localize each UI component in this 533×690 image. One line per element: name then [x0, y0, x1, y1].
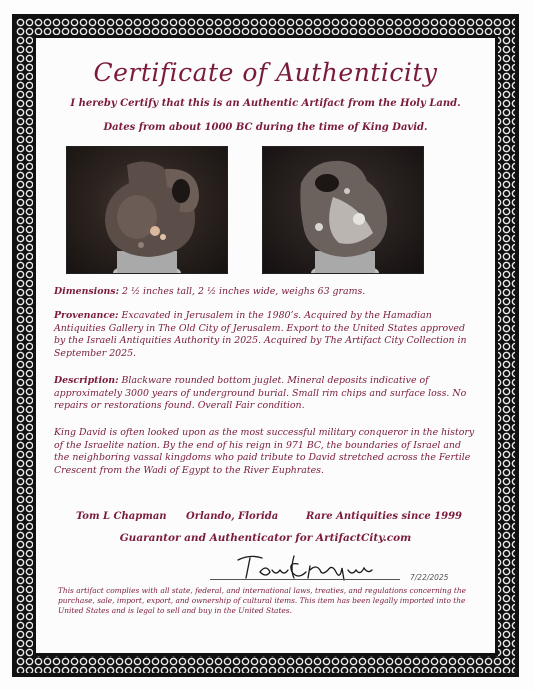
description-section: [54, 375, 478, 413]
history-section: [54, 427, 478, 477]
juglet-front-image: [67, 147, 227, 273]
certificate-title: Certificate of Authenticity: [93, 58, 438, 87]
history-text: King David is often looked upon as the most successful military conqueror in the history of the Israelite nation. By the end of his reign in 971 BC, the boundaries of Israel and the neighboring vassal kingdoms who paid tribute to David stretched across the Fertile Crescent from the Wadi of Egypt to the River Euphrates.: [54, 427, 475, 476]
provenance-section: [54, 310, 478, 360]
signature-date: 7/22/2025: [410, 573, 449, 582]
provenance-text: Excavated in Jerusalem in the 1980’s. Acquired by the Hamadian Antiquities Gallery in The Old City of Jerusalem. Export to the United States approved by the Israeli Antiquities Authority in 2025. Acquired by The Artifact City Collection in September 2025.: [54, 310, 467, 359]
signature-line: [210, 579, 400, 580]
juglet-photo-side: [262, 146, 424, 274]
certificate-content: [36, 38, 495, 653]
authenticator-location: Orlando, Florida: [186, 511, 279, 522]
dimensions-text: 2 ½ inches tall, 2 ½ inches wide, weighs 63 grams.: [122, 286, 366, 297]
dimensions-label: Dimensions:: [54, 286, 120, 297]
business-tagline: Rare Antiquities since 1999: [306, 511, 462, 522]
compliance-statement: This artifact complies with all state, federal, and international laws, treaties, and regulations concerning the purchase, sale, import, export, and ownership of cultural items. This item has been legally imported into the United States and is legal to sell and buy in the United States.: [58, 586, 467, 615]
dimensions-section: [54, 286, 478, 299]
certification-statement: I hereby Certify that this is an Authentic Artifact from the Holy Land.: [70, 98, 461, 109]
handwritten-signature: [232, 550, 382, 582]
dating-statement: Dates from about 1000 BC during the time of King David.: [103, 122, 428, 133]
authenticator-name: Tom L Chapman: [76, 511, 167, 522]
description-text: Blackware rounded bottom juglet. Mineral deposits indicative of approximately 3000 years of underground burial. Small rim chips and surface loss. No repairs or restorations found. Overall Fair condition.: [54, 375, 467, 412]
provenance-label: Provenance:: [54, 310, 119, 321]
guarantor-statement: Guarantor and Authenticator for ArtifactCity.com: [119, 532, 412, 544]
juglet-photo-front: [66, 146, 228, 274]
juglet-side-image: [263, 147, 423, 273]
description-label: Description:: [54, 375, 119, 386]
